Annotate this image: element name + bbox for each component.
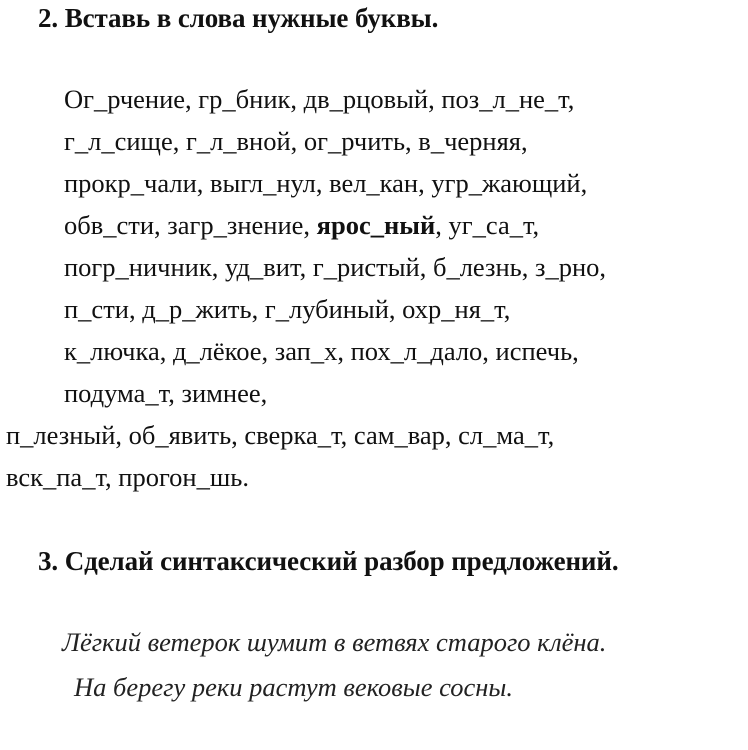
task-3-heading: 3. Сделай синтаксический разбор предложений. [38, 546, 619, 576]
word-line-4 [64, 209, 539, 241]
sentence-1: Лёгкий ветерок шумит в ветвях старого клёна. [62, 627, 607, 657]
word-line-1: Ог_рчение, гр_бник, дв_рцовый, поз_л_не_т, [64, 84, 575, 114]
word-line-10: вск_па_т, прогон_шь. [6, 462, 249, 492]
word-line-4-before: обв_сти, загр_знение, [64, 210, 317, 240]
word-line-9: п_лезный, об_явить, сверка_т, сам_вар, сл_ма_т, [6, 420, 555, 450]
word-line-5: погр_ничник, уд_вит, г_ристый, б_лезнь, з_рно, [64, 252, 607, 282]
word-line-3: прокр_чали, выгл_нул, вел_кан, угр_жающий, [64, 168, 588, 198]
bold-word: ярос_ный [316, 210, 436, 240]
word-line-2: г_л_сище, г_л_вной, ог_рчить, в_черняя, [64, 126, 528, 156]
word-line-8: подума_т, зимнее, [64, 378, 268, 408]
task-2-heading: 2. Вставь в слова нужные буквы. [38, 3, 439, 33]
word-line-4-after: , уг_са_т, [435, 210, 540, 240]
word-line-7: к_лючка, д_лёкое, зап_х, пох_л_дало, испечь, [64, 336, 579, 366]
word-line-6: п_сти, д_р_жить, г_лубиный, охр_ня_т, [64, 294, 511, 324]
sentence-2: На берегу реки растут вековые сосны. [74, 672, 513, 702]
